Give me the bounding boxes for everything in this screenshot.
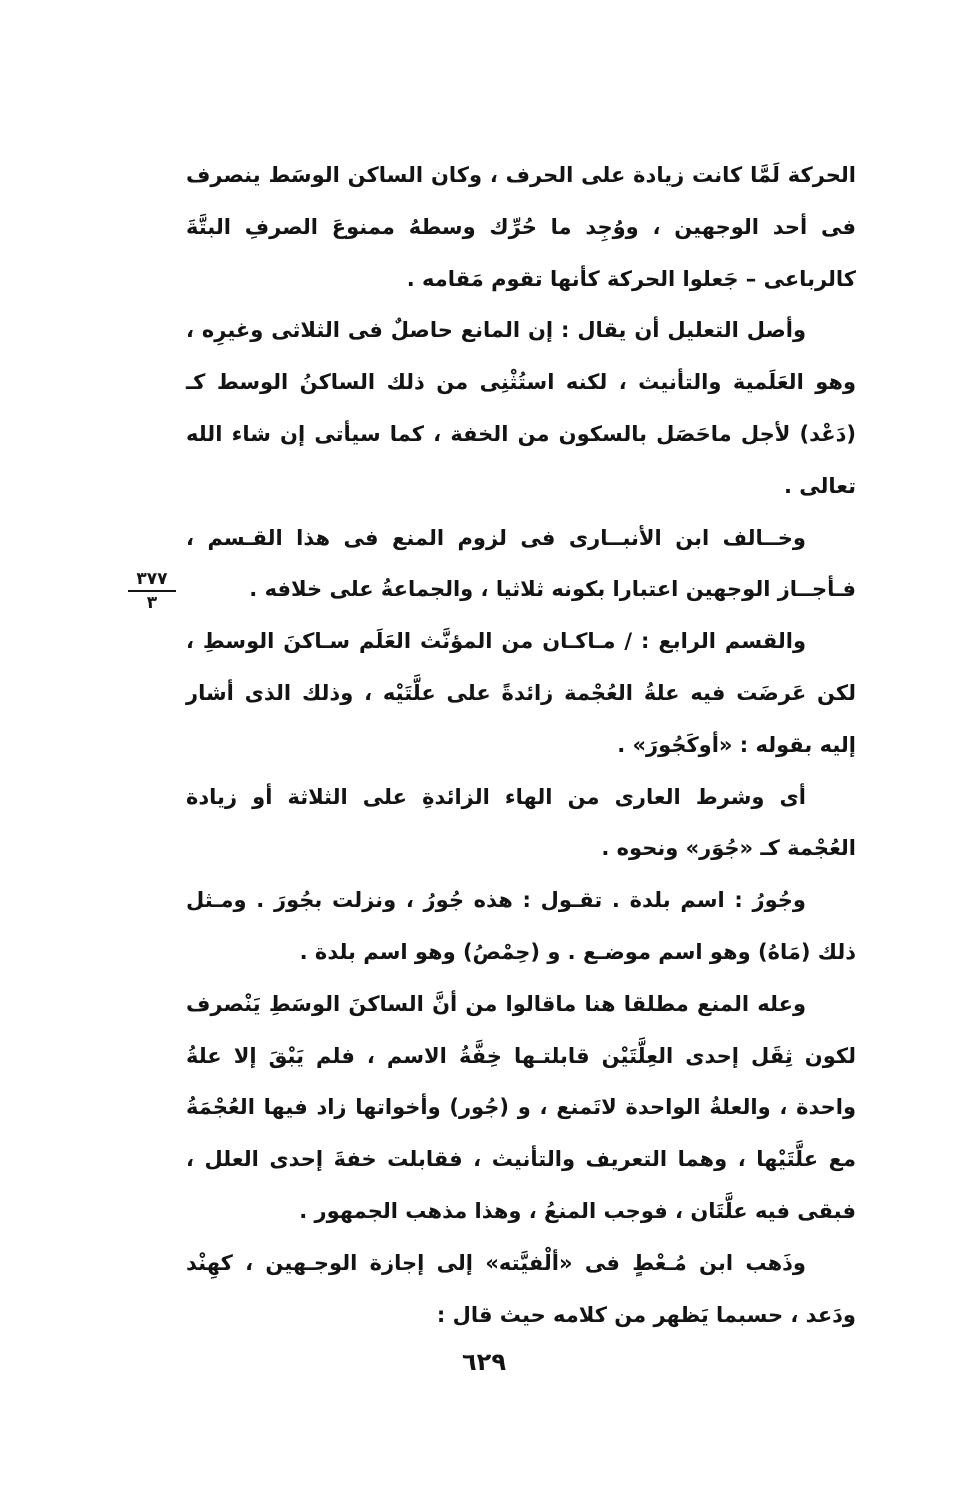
- paragraph: وذَهب ابن مُـعْطٍ فى «ألْفيَّته» إلى إجازة الوجـهين ، كهِنْد ودَعد ، حسبما يَظهر من كلامه حيث قال :: [186, 1250, 856, 1327]
- paragraph: وجُورُ : اسم بلدة . تقـول : هذه جُورُ ، ونزلت بجُورَ . ومـثل ذلك (مَاهُ) وهو اسم موضـع . و (حِمْصُ) وهو اسم بلدة .: [186, 888, 856, 964]
- manuscript-folio-note: [128, 570, 176, 612]
- folio-number: ٣٧٧: [136, 569, 168, 589]
- body-text: [186, 150, 856, 1341]
- paragraph: وأصل التعليل أن يقال : إن المانع حاصلٌ فى الثلاثى وغيرِه ، وهو العَلَمية والتأنيث ، لكنه استُثْنِى من ذلك الساكنُ الوسط كـ (دَعْد) لأجل ماحَصَل بالسكون من الخفة ، كما سيأتى إن شاء الله تعالى .: [186, 318, 856, 498]
- folio-side: ٣: [146, 593, 158, 613]
- paragraph: وعله المنع مطلقا هنا ماقالوا من أنَّ الساكنَ الوسَطِ يَنْصرف لكون ثِقَل إحدى العِلَّتَيْن قابلتـها خِفَّةُ الاسم ، فلم يَبْقَ إلا علةُ واحدة ، والعلةُ الواحدة لاتَمنع ، و (جُور) وأخواتها زاد فيها العُجْمَةُ مع علَّتَيْها ، وهما التعريف والتأنيث ، فقابلت خفةَ إحدى العلل ، فبقى فيه علَّتَان ، فوجب المنعُ ، وهذا مذهب الجمهور .: [186, 991, 856, 1223]
- paragraph: وخــالف ابن الأنبــارى فى لزوم المنع فى هذا القـسم ، فـأجــاز الوجهين اعتبارا بكونه ثلاثيا ، والجماعةُ على خلافه .: [186, 525, 856, 602]
- page-number: ٦٢٩: [462, 1348, 506, 1376]
- paragraph: أى وشرط العارى من الهاء الزائدةِ على الثلاثة أو زيادة العُجْمة كـ «جُوَر» ونحوه .: [186, 784, 856, 861]
- folio-divider: [128, 590, 176, 592]
- paragraph: والقسم الرابع : / مـاكـان من المؤنَّث العَلَم سـاكنَ الوسطِ ، لكن عَرضَت فيه علةُ العُجْمة زائدةً على علَّتَيْه ، وذلك الذى أشار إليه بقوله : «أوكَجُورَ» .: [186, 629, 856, 757]
- paragraph: الحركة لَمَّا كانت زيادة على الحرف ، وكان الساكن الوسَط ينصرف فى أحد الوجهين ، ووُجِد ما حُرِّك وسطهُ ممنوعَ الصرفِ البتَّةَ كالرباعى – جَعلوا الحركة كأنها تقوم مَقامه .: [186, 163, 856, 291]
